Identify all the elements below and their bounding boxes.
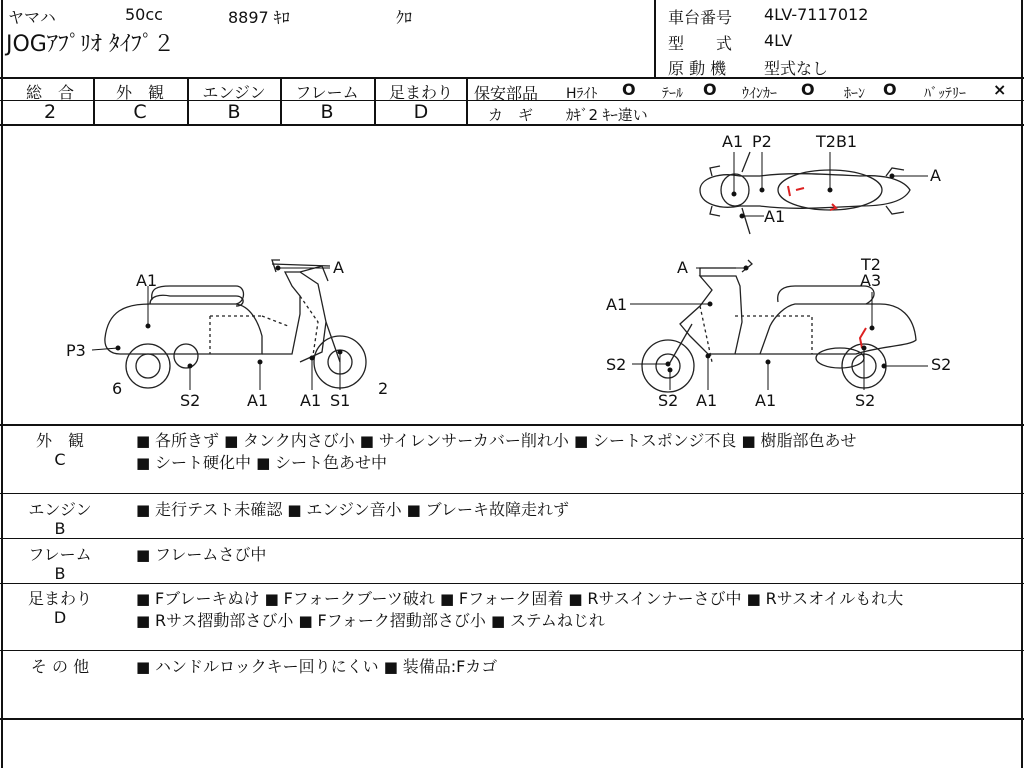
safety-mark-winker: O: [801, 80, 815, 99]
grade-value-frame: B: [320, 101, 334, 123]
bullet-square-icon: ■: [490, 612, 510, 630]
left-label-p3: P3: [66, 341, 86, 360]
left-label-6: 6: [112, 379, 123, 398]
section-grade: C: [54, 450, 66, 469]
grade-header-exterior: 外 観: [115, 83, 164, 102]
bullet-square-icon: ■: [264, 590, 284, 608]
left-label-a1-seat: A1: [136, 271, 158, 290]
bullet-square-icon: ■: [224, 432, 244, 450]
bullet-square-icon: ■: [439, 590, 459, 608]
section-grade: B: [54, 564, 66, 583]
section-line: [136, 608, 605, 631]
condition-item: サイレンサーカバー削れ小: [378, 431, 569, 450]
grade-header-frame: フレーム: [295, 83, 359, 102]
grade-col-3: [280, 78, 282, 125]
section-title: エンジン: [28, 500, 92, 519]
right-label-s2-front: S2: [606, 355, 627, 374]
key-value: ｶｷﾞ2 ｷｰ違い: [566, 106, 648, 124]
safety-item-headlight: Hﾗｲﾄ: [566, 86, 598, 102]
grade-header-overall: 総 合: [25, 83, 74, 102]
grade-header-engine: エンジン: [202, 83, 266, 102]
safety-item-battery: ﾊﾞｯﾃﾘｰ: [924, 86, 966, 102]
bullet-square-icon: ■: [136, 454, 155, 472]
condition-item: Rサスインナーさび中: [587, 589, 742, 608]
frame-number-label: 車台番号: [668, 8, 733, 27]
condition-item: ハンドルロックキー回りにくい: [154, 657, 379, 676]
bullet-square-icon: ■: [741, 432, 761, 450]
grade-value-overall: 2: [43, 101, 57, 123]
mileage-text: 8897 ｷﾛ: [228, 8, 290, 27]
right-label-a1-shield: A1: [606, 295, 628, 314]
condition-item: フレームさび中: [154, 545, 267, 564]
grade-header-suspension: 足まわり: [388, 83, 453, 102]
condition-item: Fフォーク固着: [458, 589, 564, 608]
line-header-divider: [654, 0, 656, 78]
section-grade: D: [53, 608, 67, 627]
condition-item: Fブレーキぬけ: [154, 589, 260, 608]
right-label-a1-front: A1: [696, 391, 718, 410]
type-value: 4LV: [764, 31, 793, 50]
safety-mark-headlight: O: [622, 80, 636, 99]
top-scooter-drawing: [700, 152, 910, 234]
section-title: 足まわり: [27, 589, 92, 608]
grade-value-engine: B: [227, 101, 241, 123]
color-text: ｸﾛ: [396, 8, 413, 27]
line-sec-2: [0, 538, 1024, 539]
line-sec-5: [0, 718, 1024, 720]
bullet-square-icon: ■: [136, 658, 155, 676]
left-label-a1-floor: A1: [247, 391, 269, 410]
condition-item: ブレーキ故障走れず: [425, 500, 569, 519]
grade-col-4: [374, 78, 376, 125]
bullet-square-icon: ■: [136, 590, 155, 608]
grade-value-exterior: C: [133, 101, 147, 123]
top-label-a1: A1: [722, 132, 744, 151]
bullet-square-icon: ■: [136, 612, 155, 630]
section-title: そ の 他: [30, 657, 90, 676]
bullet-square-icon: ■: [298, 612, 318, 630]
bullet-square-icon: ■: [256, 454, 276, 472]
condition-item: シート色あせ中: [275, 453, 388, 472]
condition-item: 樹脂部色あせ: [760, 431, 857, 450]
condition-item: シートスポンジ不良: [592, 431, 737, 450]
engine-type-label: 原 動 機: [668, 59, 727, 78]
section-line: [136, 428, 856, 451]
condition-item: ステムねじれ: [509, 611, 605, 630]
bullet-square-icon: ■: [287, 501, 307, 519]
condition-item: シート硬化中: [154, 453, 251, 472]
line-sec-1: [0, 493, 1024, 494]
left-label-2: 2: [378, 379, 389, 398]
top-label-p2: P2: [752, 132, 772, 151]
left-label-a-handle: A: [333, 258, 344, 277]
bullet-square-icon: ■: [406, 501, 426, 519]
condition-item: Fフォーク摺動部さび小: [317, 611, 486, 630]
cc-text: 50cc: [125, 5, 163, 24]
safety-mark-taillight: O: [703, 80, 717, 99]
right-label-t2: T2: [861, 255, 881, 274]
maker-text: ヤマハ: [8, 8, 56, 27]
type-label: 型 式: [668, 34, 733, 53]
condition-item: エンジン音小: [306, 500, 402, 519]
bullet-square-icon: ■: [136, 432, 155, 450]
bullet-square-icon: ■: [383, 658, 403, 676]
right-label-s2-rear: S2: [855, 391, 876, 410]
bullet-square-icon: ■: [568, 590, 588, 608]
section-line: [136, 450, 387, 473]
safety-parts-title: 保安部品: [474, 84, 539, 103]
bullet-square-icon: ■: [136, 501, 155, 519]
grade-value-suspension: D: [413, 101, 429, 123]
condition-item: Rサス摺動部さび小: [154, 611, 294, 630]
top-label-a1-floor: A1: [764, 207, 786, 226]
grade-col-1: [93, 78, 95, 125]
top-label-t2b1: T2B1: [816, 132, 858, 151]
section-line: [136, 654, 497, 677]
section-title: フレーム: [28, 545, 92, 564]
safety-item-winker: ｳｲﾝｶｰ: [742, 86, 777, 102]
bullet-square-icon: ■: [574, 432, 593, 450]
condition-item: Fフォークブーツ破れ: [283, 589, 435, 608]
line-header-bottom: [0, 77, 1024, 79]
section-grade: B: [54, 519, 66, 538]
section-line: [136, 586, 903, 609]
condition-item: タンク内さび小: [243, 431, 355, 450]
line-sec-4: [0, 650, 1024, 651]
grade-col-2: [187, 78, 189, 125]
scooter-diagram: [0, 126, 1024, 424]
section-title: 外 観: [35, 431, 84, 450]
condition-item: 各所きず: [154, 431, 219, 450]
line-diagram-bottom: [0, 424, 1024, 426]
top-label-a: A: [930, 166, 941, 185]
section-line: [136, 497, 569, 520]
left-label-a1-front: A1: [300, 391, 322, 410]
bullet-square-icon: ■: [359, 432, 379, 450]
grade-col-5: [466, 78, 468, 125]
right-label-a3: A3: [860, 271, 882, 290]
model-name: JOGｱﾌﾟﾘｵ ﾀｲﾌﾟ２: [6, 32, 175, 57]
key-label: カ ギ: [488, 106, 534, 124]
left-label-s2: S2: [180, 391, 201, 410]
condition-item: Rサスオイルもれ大: [765, 589, 904, 608]
bullet-square-icon: ■: [136, 546, 155, 564]
right-label-s2-muffler: S2: [931, 355, 952, 374]
safety-mark-horn: O: [883, 80, 897, 99]
bullet-square-icon: ■: [746, 590, 766, 608]
right-label-a1-floor: A1: [755, 391, 777, 410]
safety-item-taillight: ﾃｰﾙ: [662, 86, 683, 102]
engine-type-value: 型式なし: [764, 59, 829, 78]
left-label-s1: S1: [330, 391, 351, 410]
safety-mark-battery: ×: [993, 80, 1007, 99]
line-sec-3: [0, 583, 1024, 584]
safety-item-horn: ﾎｰﾝ: [844, 86, 865, 102]
frame-number-value: 4LV-7117012: [764, 5, 869, 24]
section-line: [136, 542, 266, 565]
right-label-a: A: [677, 258, 688, 277]
right-label-s2-fork: S2: [658, 391, 679, 410]
condition-item: 装備品:Fカゴ: [402, 657, 498, 676]
condition-item: 走行テスト未確認: [154, 500, 283, 519]
